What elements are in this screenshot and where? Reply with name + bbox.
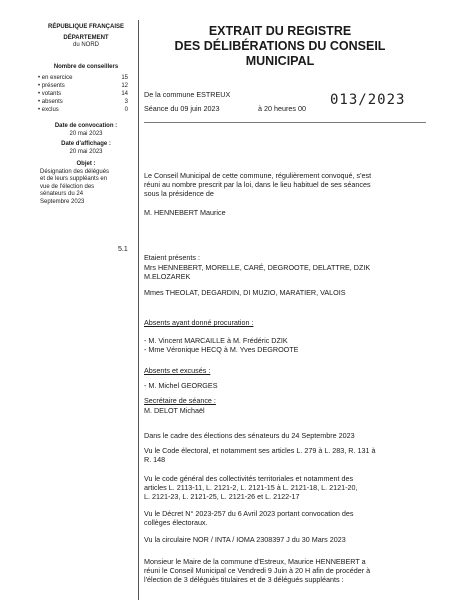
presents-line: Mrs HENNEBERT, MORELLE, CARÉ, DEGROOTE, DELATTRE, DZIK: [144, 263, 371, 272]
secretaire-value: M. DELOT Michaël: [144, 406, 205, 415]
excuses-line: - M. Michel GEORGES: [144, 381, 218, 390]
paragraph: [144, 509, 353, 527]
paragraph-line: R. 148: [144, 455, 166, 464]
paragraph-line: articles L. 2113-11, L. 2121-2, L. 2121-15 à L. 2121-18, L. 2121-20,: [144, 483, 358, 492]
procuration-line: - Mme Véronique HECQ à M. Yves DEGROOTE: [144, 345, 299, 354]
president-name: M. HENNEBERT Maurice: [144, 208, 226, 217]
paragraph-line: réuni le Conseil Municipal ce Vendredi 9 Juin à 20 H afin de procéder à: [144, 566, 371, 575]
paragraph-line: l'élection de 3 délégués titulaires et de 3 délégués suppléants :: [144, 575, 344, 584]
commune-line: De la commune ESTREUX: [144, 90, 231, 99]
objet-line: et de leurs suppléants en: [40, 176, 108, 182]
paragraph: [144, 431, 355, 440]
paragraph-line: Vu le Code électoral, et notamment ses articles L. 279 à L. 283, R. 131 à: [144, 446, 376, 455]
secretaire-label: Secrétaire de séance :: [144, 396, 216, 405]
paragraph: [144, 474, 358, 501]
paragraph: [144, 557, 370, 584]
paragraph: [144, 446, 375, 464]
column-divider: [138, 20, 139, 600]
paragraph-line: Vu le Décret N° 2023-257 du 6 Avril 2023 portant convocation des: [144, 509, 354, 518]
stat-label: • votants: [38, 91, 62, 97]
objet-line: Désignation des délégués: [40, 168, 110, 175]
stat-value: 14: [121, 91, 128, 97]
procuration-label: Absents ayant donné procuration :: [144, 318, 254, 327]
procuration-list: [144, 336, 298, 354]
intro-line: sous la présidence de: [144, 189, 214, 198]
affichage-date: 20 mai 2023: [69, 148, 103, 155]
stats-list: [38, 75, 134, 115]
objet-code: 5.1: [118, 246, 128, 253]
objet-line: sénateurs du 24: [40, 191, 84, 197]
presents-list: [144, 263, 370, 281]
title-line: DES DÉLIBÉRATIONS DU CONSEIL: [174, 39, 386, 53]
stat-row: [38, 91, 128, 99]
convocation-date: 20 mai 2023: [69, 130, 103, 137]
paragraph-line: Dans le cadre des élections des sénateurs du 24 Septembre 2023: [144, 431, 355, 440]
paragraph-line: collèges électoraux.: [144, 518, 208, 527]
objet-label: Objet :: [76, 161, 96, 167]
objet-line: vue de l'élection des: [40, 183, 95, 190]
title-line: MUNICIPAL: [245, 54, 315, 68]
stat-row: [38, 99, 128, 107]
mmes-line: Mmes THEOLAT, DEGARDIN, DI MUZIO, MARATIER, VALOIS: [144, 288, 346, 297]
affichage-label: Date d'affichage :: [61, 141, 111, 147]
registration-number: 013/2023: [330, 92, 406, 108]
members-title: Nombre de conseillers: [53, 63, 119, 70]
intro-paragraph: [144, 171, 371, 198]
convocation-label: Date de convocation :: [54, 123, 118, 129]
objet-text: [38, 169, 134, 207]
presents-label: Etaient présents :: [144, 253, 200, 262]
document-title: [160, 24, 400, 69]
department-value: du NORD: [72, 42, 99, 48]
intro-line: Le Conseil Municipal de cette commune, régulièrement convoqué, s'est: [144, 171, 372, 180]
procuration-line: - M. Vincent MARCAILLE à M. Frédéric DZIK: [144, 336, 288, 345]
presents-line: M.ELOZAREK: [144, 272, 191, 281]
seance-time: à 20 heures 00: [258, 104, 306, 113]
paragraph-line: L. 2121-23, L. 2121-25, L. 2121-26 et L. 2122-17: [144, 492, 300, 501]
paragraph-line: Monsieur le Maire de la commune d'Estreux, Maurice HENNEBERT a: [144, 557, 366, 566]
stat-label: • en exercice: [38, 75, 73, 81]
department-label: DÉPARTEMENT: [63, 34, 109, 41]
title-line: EXTRAIT DU REGISTRE: [208, 24, 352, 38]
stat-label: • exclus: [38, 107, 59, 113]
divider: [144, 122, 426, 123]
seance-date: Séance du 09 juin 2023: [144, 104, 220, 113]
objet-line: Septembre 2023: [40, 198, 85, 205]
stat-label: • présents: [38, 83, 65, 89]
republic-label: RÉPUBLIQUE FRANÇAISE: [47, 24, 124, 30]
intro-line: réuni au nombre prescrit par la loi, dans le lieu habituel de ses séances: [144, 180, 371, 189]
paragraph: [144, 535, 346, 544]
paragraph-line: Vu la circulaire NOR / INTA / IOMA 2308397 J du 30 Mars 2023: [144, 535, 346, 544]
stat-row: [38, 75, 128, 83]
stat-value: 3: [124, 99, 128, 105]
stat-value: 15: [121, 75, 128, 81]
stat-row: [38, 83, 128, 91]
left-column: [38, 24, 134, 206]
stat-value: 0: [124, 107, 128, 113]
stat-row: [38, 107, 128, 115]
paragraph-line: Vu le code général des collectivités territoriales et notamment des: [144, 474, 354, 483]
excuses-label: Absents et excusés :: [144, 366, 211, 375]
stat-label: • absents: [38, 99, 63, 105]
stat-value: 12: [121, 83, 128, 89]
